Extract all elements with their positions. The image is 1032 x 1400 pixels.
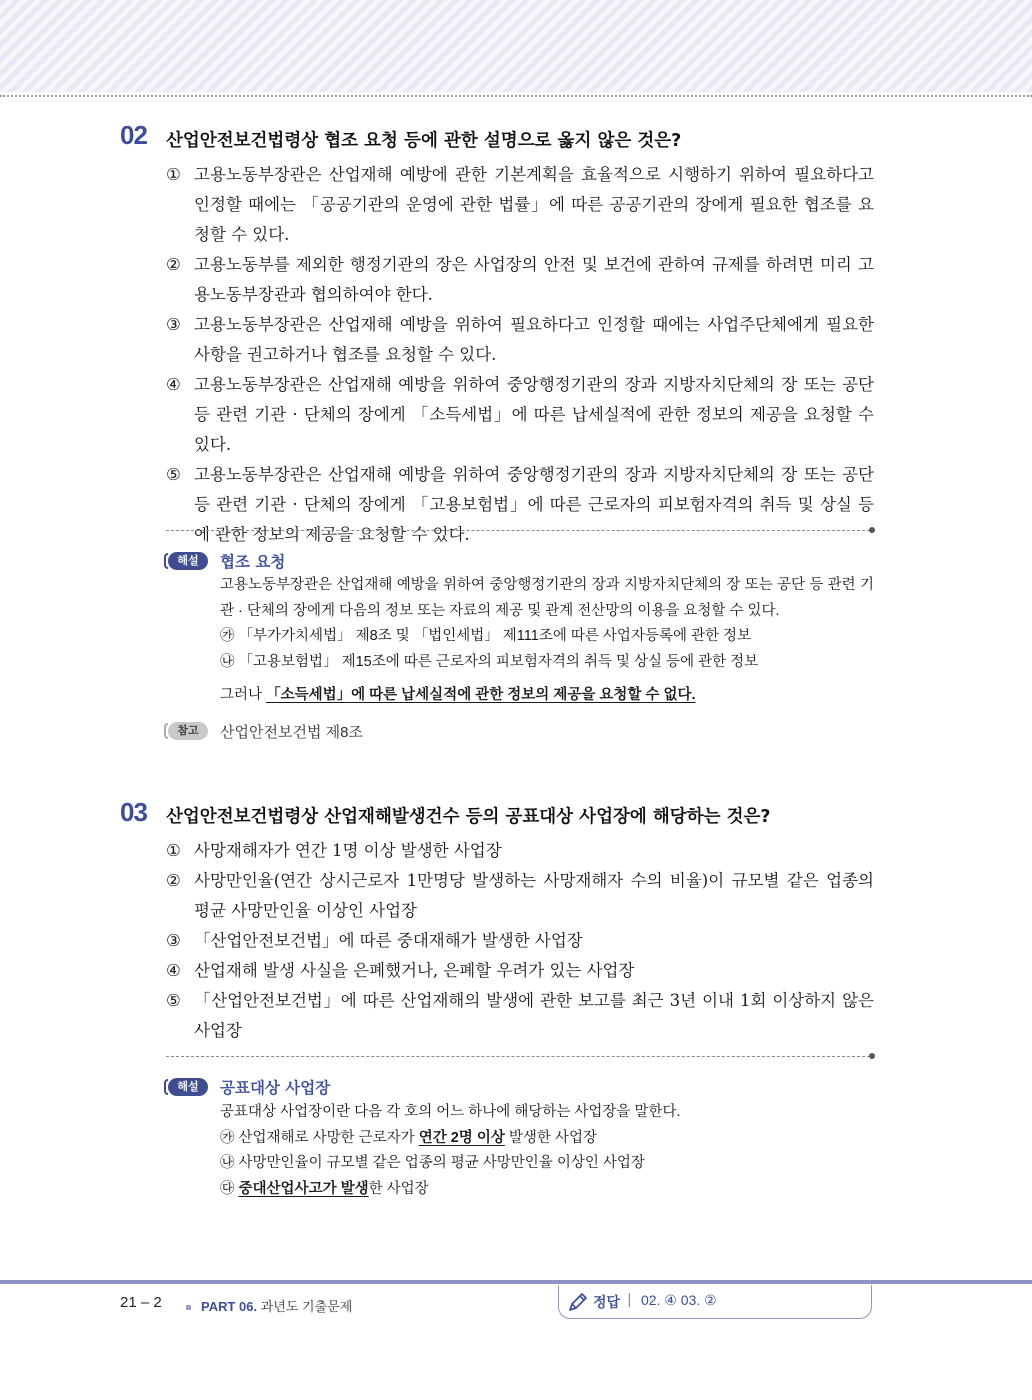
explanation-item: ㉯ 사망만인율이 규모별 같은 업종의 평균 사망만인율 이상인 사업장 xyxy=(220,1155,645,1171)
reference-text: 산업안전보건법 제8조 xyxy=(220,724,363,741)
option-text: 고용노동부장관은 산업재해 예방을 위하여 중앙행정기관의 장과 지방자치단체의 장 또는 공단 등 관련 기관 · 단체의 장에게 「고용보험법」에 따른 근로자의 피보험자격의 취득 및 상실 등에 관한 정보의 제공을 요청할 수 있다. xyxy=(194,465,874,544)
option-2 xyxy=(166,866,874,926)
explanation-intro: 고용노동부장관은 산업재해 예방을 위하여 중앙행정기관의 장과 지방자치단체의 장 또는 공단 등 관련 기관 · 단체의 장에게 다음의 정보 또는 자료의 제공 및 관계 전산망의 이용을 요청할 수 있다. xyxy=(220,577,874,619)
note-prefix: 그러나 xyxy=(220,687,267,703)
option-1 xyxy=(166,160,874,250)
option-marker: ② xyxy=(166,255,181,274)
option-marker: ① xyxy=(166,841,181,860)
option-text: 고용노동부장관은 산업재해 예방에 관한 기본계획을 효율적으로 시행하기 위하여 필요하다고 인정할 때에는 「공공기관의 운영에 관한 법률」에 따른 공공기관의 장에게 필요한 협조를 요청할 수 있다. xyxy=(194,165,874,244)
explanation-title: 공표대상 사업장 xyxy=(220,1079,331,1097)
explanation-note xyxy=(220,683,874,709)
part-number: PART 06. xyxy=(201,1299,258,1314)
option-marker: ④ xyxy=(166,961,181,980)
option-text: 고용노동부장관은 산업재해 예방을 위하여 필요하다고 인정할 때에는 사업주단체에게 필요한 사항을 권고하거나 협조를 요청할 수 있다. xyxy=(194,315,874,364)
option-marker: ③ xyxy=(166,315,181,334)
option-3 xyxy=(166,926,874,956)
answer-label: 정답 xyxy=(593,1295,621,1311)
option-text: 「산업안전보건법」에 따른 중대재해가 발생한 사업장 xyxy=(194,931,583,950)
option-text: 「산업안전보건법」에 따른 산업재해의 발생에 관한 보고를 최근 3년 이내 1회 이상하지 않은 사업장 xyxy=(194,991,874,1040)
explanation-body xyxy=(220,573,874,709)
divider-dot xyxy=(869,1053,875,1059)
explanation-title: 협조 요청 xyxy=(220,553,286,571)
header-dotted-rule xyxy=(0,95,1032,97)
option-3 xyxy=(166,310,874,370)
option-marker: ① xyxy=(166,165,181,184)
option-2 xyxy=(166,250,874,310)
option-1 xyxy=(166,836,874,866)
option-text: 고용노동부장관은 산업재해 예방을 위하여 중앙행정기관의 장과 지방자치단체의 장 또는 공단 등 관련 기관 · 단체의 장에게 「소득세법」에 따른 납세실적에 관한 정보의 제공을 요청할 수 있다. xyxy=(194,375,874,454)
pencil-icon xyxy=(567,1291,589,1317)
option-marker: ④ xyxy=(166,375,181,394)
part-name: 과년도 기출문제 xyxy=(260,1299,353,1314)
explanation-item: ㉮ 「부가가치세법」 제8조 및 「법인세법」 제111조에 따른 사업자등록에 관한 정보 xyxy=(220,628,752,644)
explanation-item: ㉰ 중대산업사고가 발생한 사업장 xyxy=(220,1180,429,1197)
question-text: 산업안전보건법령상 산업재해발생건수 등의 공표대상 사업장에 해당하는 것은? xyxy=(166,807,771,827)
option-marker: ② xyxy=(166,871,181,890)
explanation-body xyxy=(220,1100,874,1202)
explanation-badge: 해설 xyxy=(168,1078,208,1096)
explanation-badge: 해설 xyxy=(168,552,208,570)
answer-box xyxy=(558,1285,872,1319)
option-text: 사망재해자가 연간 1명 이상 발생한 사업장 xyxy=(194,841,502,860)
answer-separator: | xyxy=(627,1292,632,1308)
square-bullet-icon xyxy=(186,1305,191,1310)
option-5 xyxy=(166,986,874,1046)
question-number: 02 xyxy=(120,120,147,150)
footer-rule xyxy=(0,1280,1032,1284)
option-text: 고용노동부를 제외한 행정기관의 장은 사업장의 안전 및 보건에 관하여 규제를 하려면 미리 고용노동부장관과 협의하여야 한다. xyxy=(194,255,874,304)
option-4 xyxy=(166,370,874,460)
explanation-intro: 공표대상 사업장이란 다음 각 호의 어느 하나에 해당하는 사업장을 말한다. xyxy=(220,1104,681,1120)
option-text: 사망만인율(연간 상시근로자 1만명당 발생하는 사망재해자 수의 비율)이 규모별 같은 업종의 평균 사망만인율 이상인 사업장 xyxy=(194,871,874,920)
question-text: 산업안전보건법령상 협조 요청 등에 관한 설명으로 옳지 않은 것은? xyxy=(166,131,682,151)
page-number: 21 – 2 xyxy=(120,1294,162,1311)
option-5 xyxy=(166,460,874,550)
option-list xyxy=(166,836,874,1046)
explanation-item: ㉯ 「고용보험법」 제15조에 따른 근로자의 피보험자격의 취득 및 상실 등에 관한 정보 xyxy=(220,653,759,670)
section-divider xyxy=(166,1056,870,1057)
option-marker: ③ xyxy=(166,931,181,950)
option-4 xyxy=(166,956,874,986)
explanation-item: ㉮ 산업재해로 사망한 근로자가 연간 2명 이상 발생한 사업장 xyxy=(220,1129,597,1146)
part-label xyxy=(186,1296,352,1315)
section-divider xyxy=(166,530,870,531)
option-text: 산업재해 발생 사실을 은폐했거나, 은폐할 우려가 있는 사업장 xyxy=(194,961,635,980)
note-emphasis: 「소득세법」에 따른 납세실적에 관한 정보의 제공을 요청할 수 없다. xyxy=(266,687,696,703)
reference-badge: 참고 xyxy=(168,722,208,740)
option-marker: ⑤ xyxy=(166,465,181,484)
question-number: 03 xyxy=(120,797,147,827)
option-marker: ⑤ xyxy=(166,991,181,1010)
answer-value: 02. ④ 03. ② xyxy=(641,1292,717,1308)
header-pattern-band xyxy=(0,0,1032,92)
divider-dot xyxy=(869,527,875,533)
option-list xyxy=(166,160,874,550)
